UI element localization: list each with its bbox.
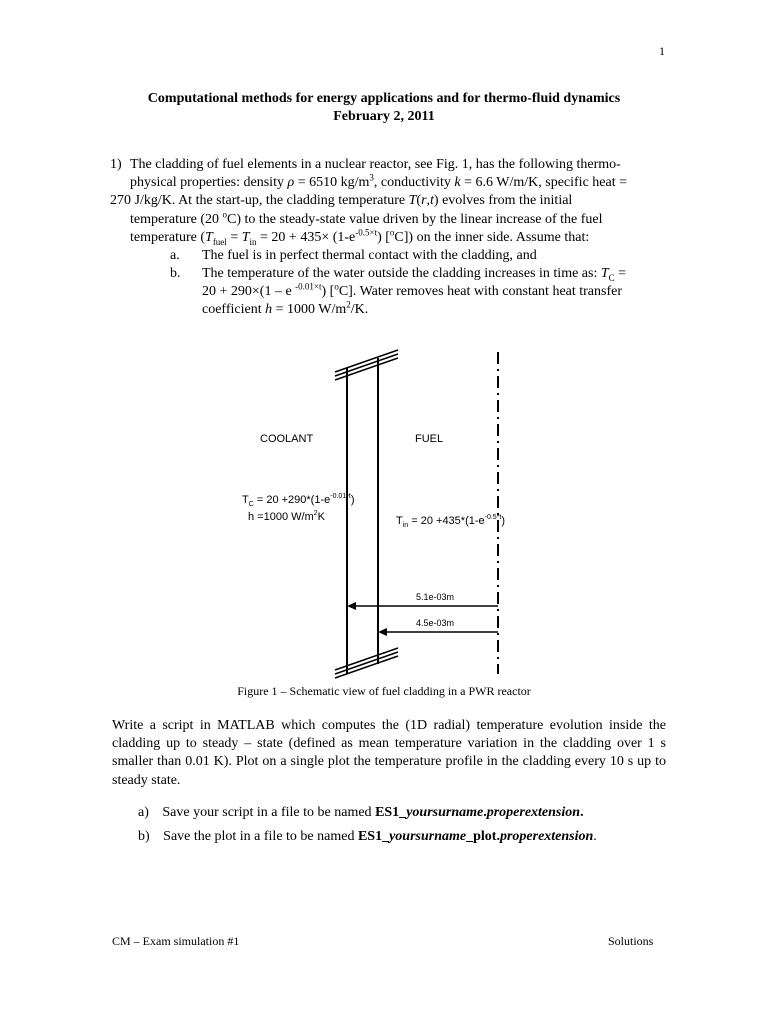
task-item-b-filename: ES1_yoursurname_plot.properextension <box>357 829 594 844</box>
h-value: h =1000 $W/m^2K$ <box>248 510 325 523</box>
task-item-a <box>138 804 584 822</box>
task-item-b: b) Save the plot in a file to be named ES1_yoursurname_plot.properextension. <box>138 829 597 844</box>
task-item-a-prefix: Save your script in a file to be named <box>162 805 376 820</box>
footer-right: Solutions <box>608 934 654 948</box>
footer-left: CM – Exam simulation #1 <box>112 934 240 948</box>
title-line-1: Computational methods for energy applications and for thermo-fluid dynamics <box>147 91 621 106</box>
question-1-properties: physical properties: density ρ = 6510 $kg/m^3$, conductivity k = 6.6 W/m/K, specific heat = <box>130 172 627 191</box>
hatch-top-2 <box>335 354 398 376</box>
task-item-a-filename: ES1_yoursurname.properextension. <box>375 805 584 820</box>
question-1-line-5: temperature ($T_{fuel} = T_{in} = 20 + 435\times (1-e^{-0.5\times t})$ [$^o$C]) on the inner side. Assume that: <box>130 227 590 247</box>
question-1-line-4: temperature (20 $^o$C) to the steady-state value driven by the linear increase of the fuel <box>130 208 603 227</box>
page-number: 1 <box>659 44 665 58</box>
task-item-b-label: b) <box>138 829 150 844</box>
tc-formula: $T_C = 20 +290*(1-e^{-0.01*t})$ <box>242 493 355 508</box>
figure-1 <box>230 348 540 680</box>
assumption-b-label: b. <box>170 266 181 281</box>
dim-inner-label: 4.5e-03m <box>416 618 455 628</box>
dim-arrow-inner-head <box>378 628 387 636</box>
question-number: 1) <box>110 157 122 172</box>
task-item-b-prefix: Save the plot in a file to be named <box>163 829 358 844</box>
figure-caption: Figure 1 – Schematic view of fuel cladding in a PWR reactor <box>237 684 531 698</box>
tin-formula: $T_{in} = 20 +435*(1-e^{-0.5*t})$ <box>396 514 506 529</box>
assumption-a <box>170 247 666 265</box>
fuel-label: FUEL <box>415 433 444 445</box>
document-title <box>0 90 768 126</box>
task-item-a-label: a) <box>138 805 149 820</box>
question-1 <box>110 156 666 247</box>
dim-outer-label: 5.1e-03m <box>416 592 455 602</box>
cladding-schematic <box>230 348 540 680</box>
assumption-b <box>170 265 666 320</box>
dim-arrow-outer-head <box>347 602 356 610</box>
title-date: February 2, 2011 <box>333 109 435 124</box>
hatch-bottom-2 <box>335 652 398 674</box>
question-1-body <box>110 156 666 247</box>
assumption-a-label: a. <box>170 248 180 263</box>
assumption-a-text: The fuel is in perfect thermal contact with the cladding, and <box>202 248 537 263</box>
coolant-label: COOLANT <box>260 433 314 445</box>
question-1-line-3: 270 J/kg/K. At the start-up, the cladding temperature T(r,t) evolves from the initial <box>110 193 573 209</box>
question-1-line-1: The cladding of fuel elements in a nuclear reactor, see Fig. 1, has the following thermo- <box>130 157 621 172</box>
assumption-b-text: The temperature of the water outside the cladding increases in time as: $T_C$ = 20 + 290×(1 – e $^{-0.01\times t}$) [$^o$C]. Water removes heat with constant heat transfer coefficient h = 1000 $W/m^2/K$. <box>202 266 627 318</box>
task-text: Write a script in MATLAB which computes the (1D radial) temperature evolution inside the cladding up to steady – state (defined as mean temperature variation in the cladding over 1 s smaller than 0.01 K). Plot on a single plot the temperature profile in the cladding every 10 s up to steady state. <box>112 718 666 788</box>
